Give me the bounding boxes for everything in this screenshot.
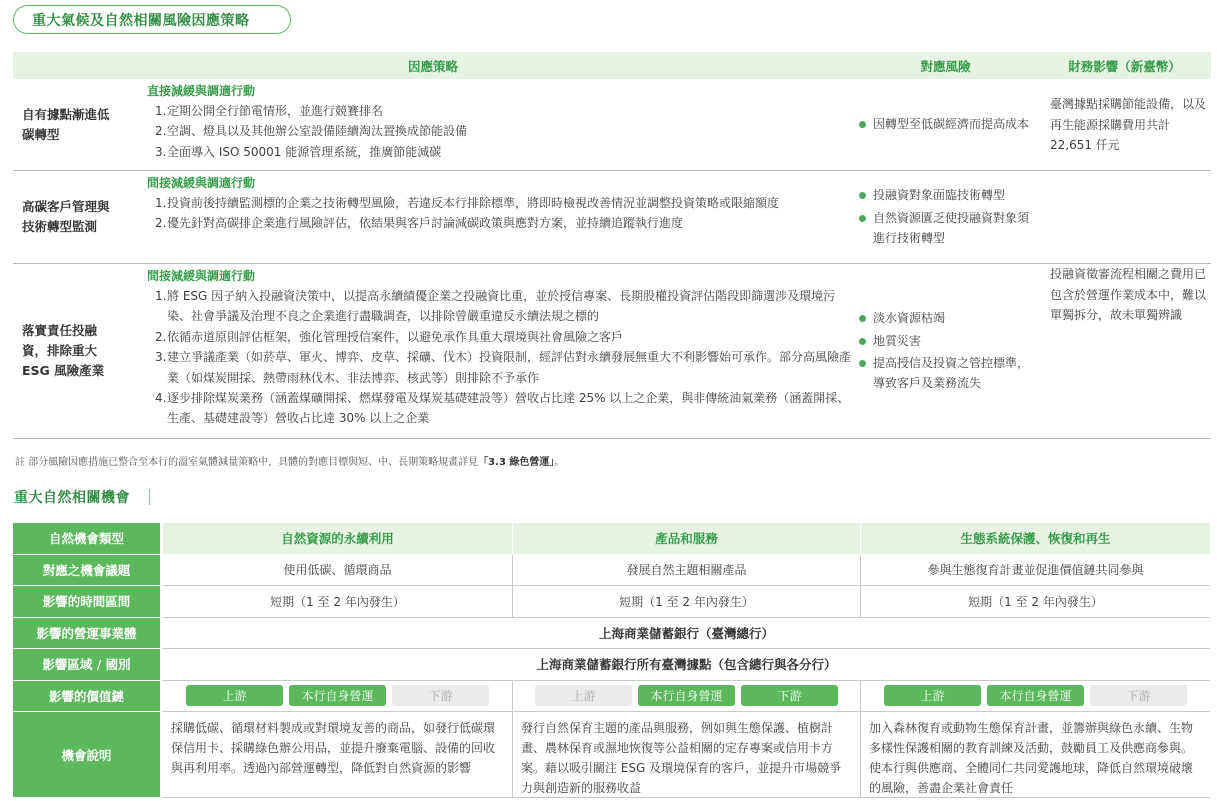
footnote-suffix: 。: [554, 457, 565, 468]
opp-row-entity: [13, 618, 1211, 650]
row-label: 影響的時間區間: [13, 586, 160, 618]
strategy-item: 4. 逐步排除煤炭業務（涵蓋煤礦開採、燃煤發電及煤炭基礎建設等）營收占比達 25% 以上之企業，與非傳統油氣業務（涵蓋開採、生產、基礎建設等）營收占比達 30% 以上之企業: [155, 391, 850, 426]
opp-chain-cell: [512, 681, 861, 713]
opp-row-region: [13, 649, 1211, 681]
row-strategy: [147, 79, 858, 170]
opp-entity-cell: 上海商業儲蓄銀行（臺灣總行）: [163, 618, 1210, 650]
row-strategy: [147, 171, 858, 263]
opp-period-cell: 短期（1 至 2 年內發生）: [861, 586, 1210, 618]
strategy-item: 2. 依循赤道原則評估框架，強化管理授信案件，以避免承作具重大環境與社會風險之客戶: [155, 329, 624, 344]
strategy-item: 1. 將 ESG 因子納入投融資決策中，以提高永續績優企業之投融資比重，並於授信專案、長期股權投資評估階段即篩選涉及環境污染、社會爭議及治理不良之企業進行盡職調查，以排除曾嚴重違反永續法規之標的: [155, 289, 836, 324]
opp-period-cell: 短期（1 至 2 年內發生）: [163, 586, 512, 618]
chain-chip-upstream: 上游: [884, 685, 981, 706]
header-risk: 對應風險: [920, 58, 971, 74]
opp-desc-cell: 發行自然保育主題的產品與服務，例如與生態保護、植樹計畫、農林保育或濕地恢復等公益相關的定存專案或信用卡方案。藉以吸引關注 ESG 及環境保育的客戶，並提升市場競爭力與創造新的服務收益: [512, 712, 861, 798]
bullet-dot-icon: [859, 360, 866, 367]
opp-row-period: [13, 586, 1211, 618]
risk-row: [13, 264, 1211, 439]
row-name-line: 碳轉型: [22, 126, 60, 142]
chain-chip-downstream: 下游: [741, 685, 838, 706]
row-risks: [858, 264, 1038, 438]
action-type-heading: 間接減緩與調適行動: [147, 176, 256, 190]
opp-chain-cell: [861, 681, 1210, 713]
opp-chain-cell: [163, 681, 512, 713]
risk-bullet: 自然資源匱乏使投融資對象須進行技術轉型: [858, 208, 1034, 249]
action-type-heading: 間接減緩與調適行動: [147, 269, 256, 283]
risk-bullet: 投融資對象面臨技術轉型: [858, 185, 1034, 205]
row-strategy: [147, 264, 858, 438]
row-name: [13, 171, 147, 263]
risk-bullet: 淡水資源枯竭: [858, 308, 1034, 328]
opp-row-desc: [13, 712, 1211, 798]
row-name-line: 高碳客戶管理與: [22, 199, 110, 214]
bullet-dot-icon: [859, 192, 866, 199]
row-label: 自然機會類型: [13, 523, 160, 555]
opp-issue-cell: 參與生態復育計畫並促進價值鏈共同參與: [861, 555, 1210, 587]
strategy-item: 3. 建立爭議產業（如菸草、軍火、博弈、皮草、採礦、伐木）投資限制，經評估對永續發展無重大不利影響始可承作。部分高風險產業（如煤炭開採、熱帶雨林伐木、非法博弈、核武等）則排除不予承作: [155, 350, 852, 385]
chain-chip-own-operations: 本行自身營運: [638, 685, 735, 706]
finance-impact-2: 投融資徵審流程相關之費用已包含於營運作業成本中，難以單獨拆分，故未單獨辨識: [1050, 267, 1207, 322]
opp-type-cell: 產品和服務: [512, 523, 861, 555]
section-opportunity-title: 重大自然相關機會: [14, 490, 130, 506]
bullet-dot-icon: [859, 338, 866, 345]
opp-region-cell: 上海商業儲蓄銀行所有臺灣據點（包含總行與各分行）: [163, 649, 1210, 681]
opp-type-cell: 自然資源的永續利用: [163, 523, 512, 555]
row-name-line: 自有據點漸進低: [22, 106, 110, 122]
strategy-item: 2. 優先針對高碳排企業進行風險評估，依結果與客戶討論減碳政策與應對方案，並持續追蹤執行進度: [155, 216, 684, 231]
risk-row: [13, 79, 1211, 171]
chain-chip-downstream: 下游: [1090, 685, 1187, 706]
strategy-item: 1. 定期公開全行節電情形，並進行競賽排名: [155, 104, 384, 118]
row-name-line: ESG 風險產業: [22, 363, 105, 378]
footnote-text: 註 部分風險因應措施已整合至本行的溫室氣體減量策略中，具體的對應目標與短、中、長期策略規畫詳見: [15, 457, 479, 468]
strategy-item: 2. 空調、燈具以及其他辦公室設備陸續淘汰置換成節能設備: [155, 124, 468, 139]
row-label: 機會說明: [13, 712, 160, 798]
opp-issue-cell: 使用低碳、循環商品: [163, 555, 512, 587]
strategy-item: 1. 投資前後持續監測標的企業之技術轉型風險，若違反本行排除標準，將即時檢視改善情況並調整投資策略或限縮額度: [155, 196, 780, 210]
opp-period-cell: 短期（1 至 2 年內發生）: [512, 586, 861, 618]
risk-table-header: [13, 52, 1211, 79]
bullet-dot-icon: [859, 121, 866, 128]
opp-row-type: [13, 523, 1211, 555]
bullet-dot-icon: [859, 315, 866, 322]
risk-bullet: 地質災害: [858, 331, 1034, 351]
strategy-item: 3. 全面導入 ISO 50001 能源管理系統，推廣節能減碳: [155, 144, 442, 159]
opp-issue-cell: 發展自然主題相關產品: [512, 555, 861, 587]
chain-chip-downstream: 下游: [392, 685, 489, 706]
row-name-line: 技術轉型監測: [22, 219, 98, 234]
chain-chip-upstream: 上游: [535, 685, 632, 706]
chain-chip-own-operations: 本行自身營運: [987, 685, 1084, 706]
row-risks: [858, 79, 1038, 170]
finance-impact-1: 臺灣據點採購節能設備，以及再生能源採購費用共計 22,651 仟元: [1050, 97, 1207, 152]
opp-desc-cell: 採購低碳、循環材料製成或對環境友善的商品，如發行低碳環保信用卡、採購綠色辦公用品，並提升廢棄電腦、設備的回收與再利用率。透過內部營運轉型，降低對自然資源的影響: [163, 712, 512, 798]
row-label: 影響區域 / 國別: [13, 649, 160, 681]
risk-row: [13, 171, 1211, 264]
opp-row-issue: [13, 555, 1211, 587]
title-divider: [149, 489, 150, 505]
row-name: [13, 79, 147, 170]
row-label: 影響的價值鏈: [13, 681, 160, 713]
opp-type-cell: 生態系統保護、恢復和再生: [861, 523, 1210, 555]
row-name: [13, 264, 147, 438]
row-name-line: 落實責任投融: [22, 323, 98, 338]
row-name-line: 資，排除重大: [22, 343, 98, 358]
chain-chip-upstream: 上游: [186, 685, 283, 706]
chain-chip-own-operations: 本行自身營運: [289, 685, 386, 706]
row-label: 影響的營運事業體: [13, 618, 160, 650]
risk-strategy-table: [13, 52, 1211, 439]
row-label: 對應之機會議題: [13, 555, 160, 587]
footnote-link[interactable]: 「3.3 綠色營運」: [478, 457, 555, 468]
header-finance: 財務影響（新臺幣）: [1068, 58, 1181, 74]
header-strategy: 因應策略: [407, 58, 458, 74]
risk-bullet: 提高授信及投資之管控標準，導致客戶及業務流失: [858, 353, 1034, 394]
opp-row-chain: [13, 681, 1211, 713]
opportunity-table: [13, 523, 1211, 798]
action-type-heading: 直接減緩與調適行動: [147, 84, 256, 98]
opp-desc-cell: 加入森林復育或動物生態保育計畫，並籌辦與綠色永續、生物多樣性保護相關的教育訓練及活動，鼓勵員工及供應商參與。使本行與供應商、全體同仁共同愛護地球，降低自然環境破壞的風險，善盡企業社會責任: [861, 712, 1210, 798]
footnote: [15, 453, 564, 468]
section-risk-title: 重大氣候及自然相關風險因應策略: [13, 5, 291, 34]
risk-bullet: 因轉型至低碳經濟而提高成本: [858, 114, 1034, 134]
row-risks: [858, 171, 1038, 263]
bullet-dot-icon: [859, 215, 866, 222]
